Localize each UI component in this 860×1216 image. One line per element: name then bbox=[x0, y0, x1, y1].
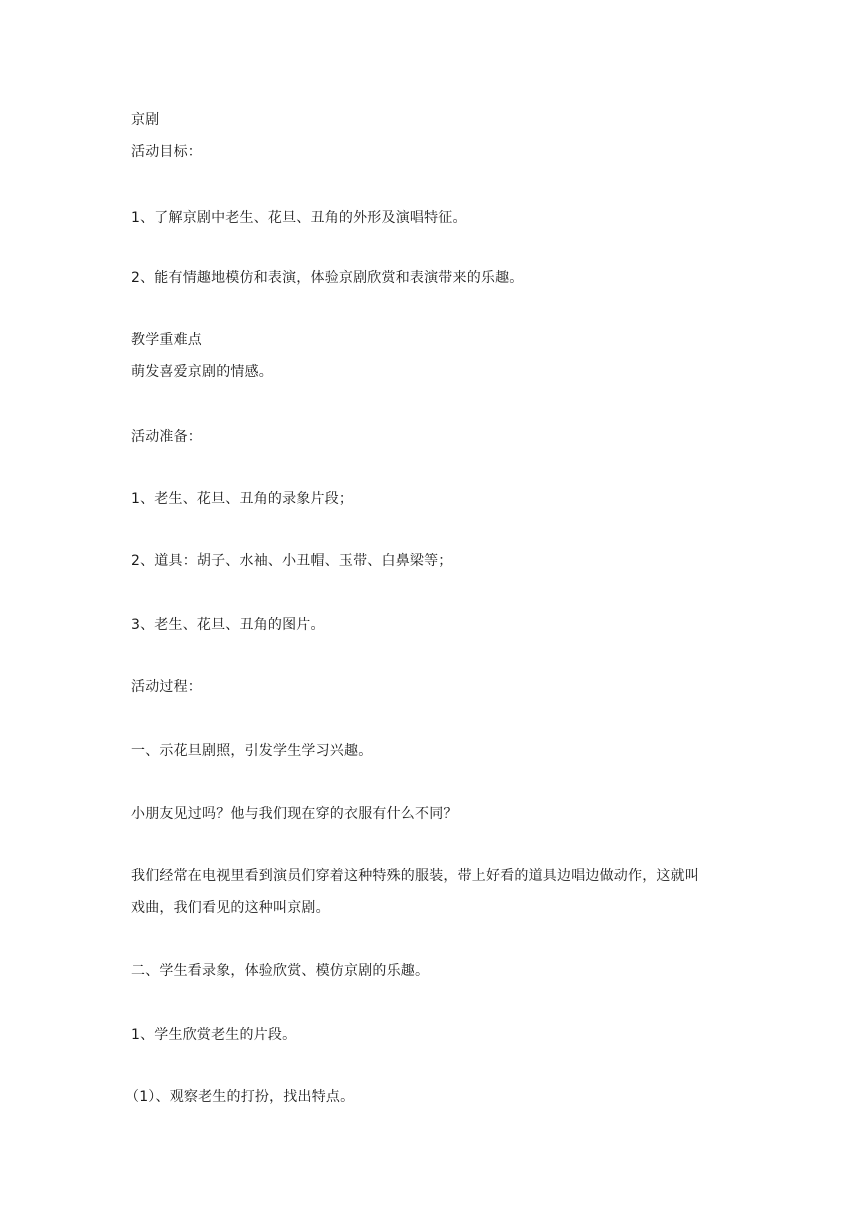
goal-item: 1、了解京剧中老生、花旦、丑角的外形及演唱特征。 bbox=[131, 210, 467, 226]
step-heading: 一、示花旦剧照，引发学生学习兴趣。 bbox=[131, 743, 373, 759]
sub-item: 1、学生欣赏老生的片段。 bbox=[131, 1027, 297, 1043]
goal-item: 2、能有情趣地模仿和表演，体验京剧欣赏和表演带来的乐趣。 bbox=[131, 270, 524, 286]
paragraph-line: 我们经常在电视里看到演员们穿着这种特殊的服装，带上好看的道具边唱边做动作，这就叫 bbox=[131, 868, 699, 884]
goal-heading: 活动目标： bbox=[131, 144, 202, 160]
prep-item: 3、老生、花旦、丑角的图片。 bbox=[131, 617, 325, 633]
prep-item: 2、道具：胡子、水袖、小丑帽、玉带、白鼻梁等； bbox=[131, 553, 453, 569]
step-heading: 二、学生看录象，体验欣赏、模仿京剧的乐趣。 bbox=[131, 963, 430, 979]
key-text: 萌发喜爱京剧的情感。 bbox=[131, 364, 273, 380]
question-text: 小朋友见过吗？他与我们现在穿的衣服有什么不同？ bbox=[131, 806, 458, 822]
key-heading: 教学重难点 bbox=[131, 332, 202, 348]
document-title: 京剧 bbox=[131, 112, 160, 128]
prep-item: 1、老生、花旦、丑角的录象片段； bbox=[131, 491, 354, 507]
sub-item: （1）、观察老生的打扮，找出特点。 bbox=[125, 1089, 355, 1105]
paragraph-line: 戏曲，我们看见的这种叫京剧。 bbox=[131, 900, 330, 916]
process-heading: 活动过程： bbox=[131, 679, 202, 695]
prep-heading: 活动准备： bbox=[131, 429, 202, 445]
